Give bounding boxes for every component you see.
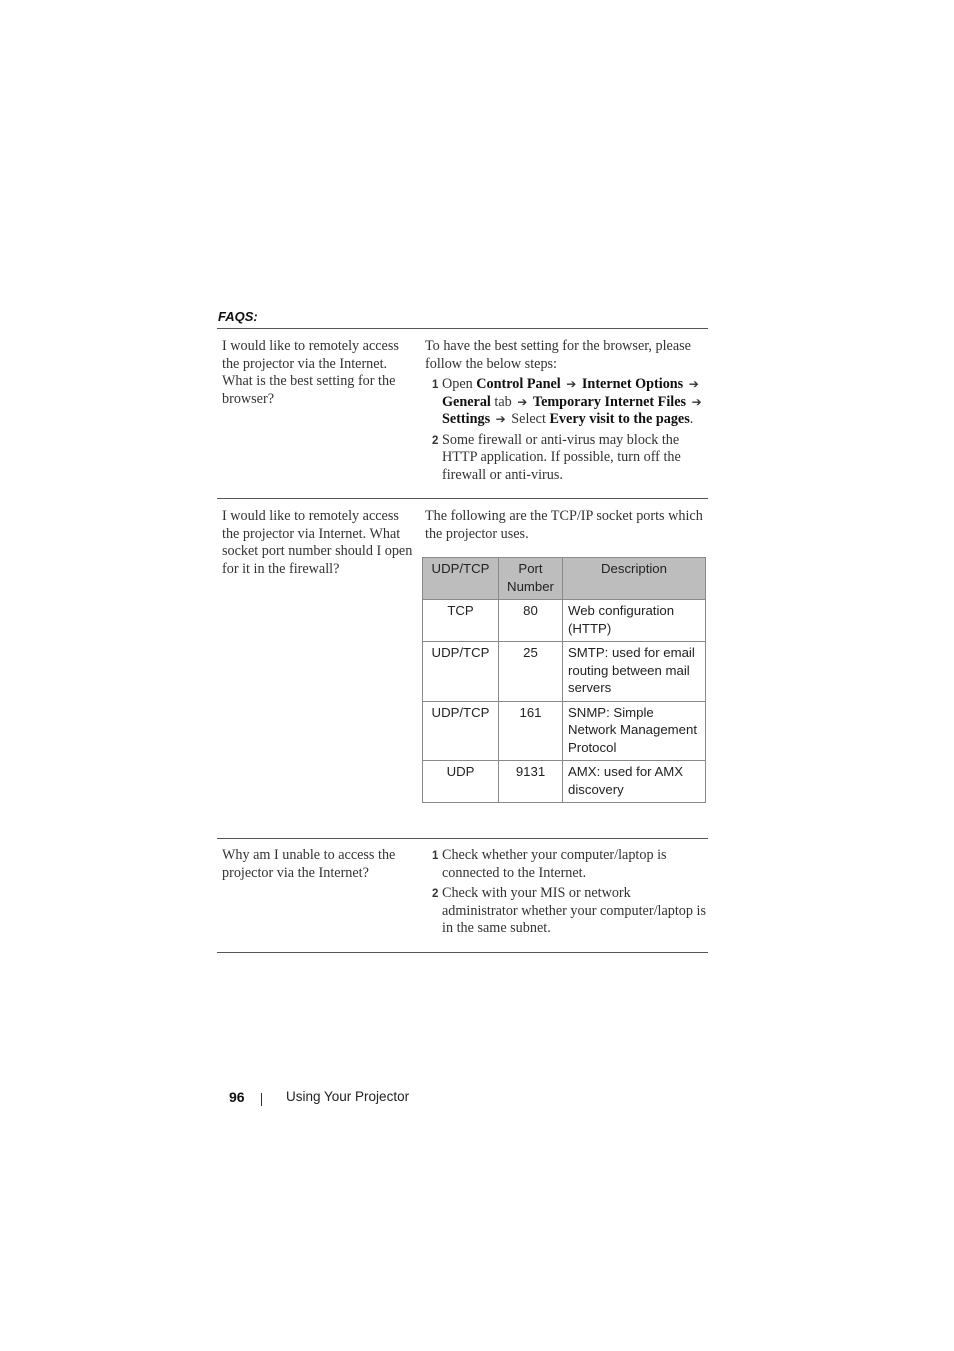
table-row	[423, 701, 706, 761]
option-every-visit: Every visit to the pages	[549, 411, 690, 427]
cell-port: 9131	[499, 761, 563, 803]
faq3-step-2	[425, 885, 707, 938]
ports-table	[422, 557, 706, 803]
faq1-question: I would like to remotely access the projector via the Internet. What is the best setting for the browser?	[222, 338, 399, 407]
cell-description: AMX: used for AMX discovery	[563, 761, 706, 803]
step-number: 2	[432, 434, 439, 447]
faq3-question: Why am I unable to access the projector via the Internet?	[222, 847, 396, 881]
faq1-step-1	[425, 376, 707, 429]
step-number: 2	[432, 888, 439, 900]
header-port-number: Port Number	[499, 558, 563, 600]
arrow-right-icon: ➔	[688, 377, 699, 391]
divider	[217, 952, 708, 953]
cell-description: Web configuration (HTTP)	[563, 600, 706, 642]
period: .	[689, 411, 694, 427]
arrow-right-icon: ➔	[691, 394, 702, 409]
footer-title: Using Your Projector	[286, 1089, 410, 1104]
table-row	[423, 761, 706, 803]
cell-port: 80	[499, 600, 563, 642]
cell-protocol: UDP/TCP	[423, 642, 499, 702]
step-text: Check whether your computer/laptop is connected to the Internet.	[442, 847, 667, 881]
step-text: Some firewall or anti-virus may block the HTTP application. If possible, turn off the firewall or anti-virus.	[442, 431, 681, 483]
cell-description: SNMP: Simple Network Management Protocol	[563, 701, 706, 761]
cell-description: SMTP: used for email routing between mail servers	[563, 642, 706, 702]
menu-temporary-files: Temporary Internet Files	[532, 393, 687, 410]
divider	[217, 328, 708, 329]
arrow-right-icon: ➔	[495, 412, 506, 426]
menu-internet-options: Internet Options	[581, 376, 684, 392]
table-row	[423, 642, 706, 702]
cell-port: 25	[499, 642, 563, 702]
faq1-step-2	[425, 432, 707, 485]
step-number: 1	[432, 850, 439, 862]
divider	[217, 838, 708, 839]
cell-port: 161	[499, 701, 563, 761]
step-tab-word: tab	[494, 393, 512, 410]
cell-protocol: UDP/TCP	[423, 701, 499, 761]
faq2-question: I would like to remotely access the projector via Internet. What socket port number should I open for it in the firewall?	[222, 508, 413, 577]
step-open: Open	[442, 376, 473, 392]
section-heading: FAQS:	[218, 309, 258, 324]
menu-general: General	[442, 393, 491, 410]
cell-protocol: TCP	[423, 600, 499, 642]
faq1-answer	[425, 338, 707, 484]
faq3-step-1	[425, 847, 707, 882]
menu-settings: Settings	[442, 411, 491, 427]
header-udp-tcp: UDP/TCP	[423, 558, 499, 600]
table-row	[423, 600, 706, 642]
faq2-intro: The following are the TCP/IP socket ports which the projector uses.	[425, 508, 703, 542]
arrow-right-icon: ➔	[517, 394, 528, 409]
step-select: Select	[511, 411, 546, 427]
menu-control-panel: Control Panel	[476, 376, 561, 392]
step-text: Check with your MIS or network administrator whether your computer/laptop is in the same subnet.	[442, 885, 706, 936]
faq1-intro: To have the best setting for the browser, please follow the below steps:	[425, 338, 691, 372]
arrow-right-icon: ➔	[566, 377, 577, 391]
footer-separator	[261, 1093, 262, 1106]
header-description: Description	[563, 558, 706, 600]
faq3-answer	[425, 844, 707, 938]
page-number: 96	[229, 1089, 245, 1105]
step-number: 1	[432, 379, 439, 391]
divider	[217, 498, 708, 499]
table-header-row	[423, 558, 706, 600]
cell-protocol: UDP	[423, 761, 499, 803]
